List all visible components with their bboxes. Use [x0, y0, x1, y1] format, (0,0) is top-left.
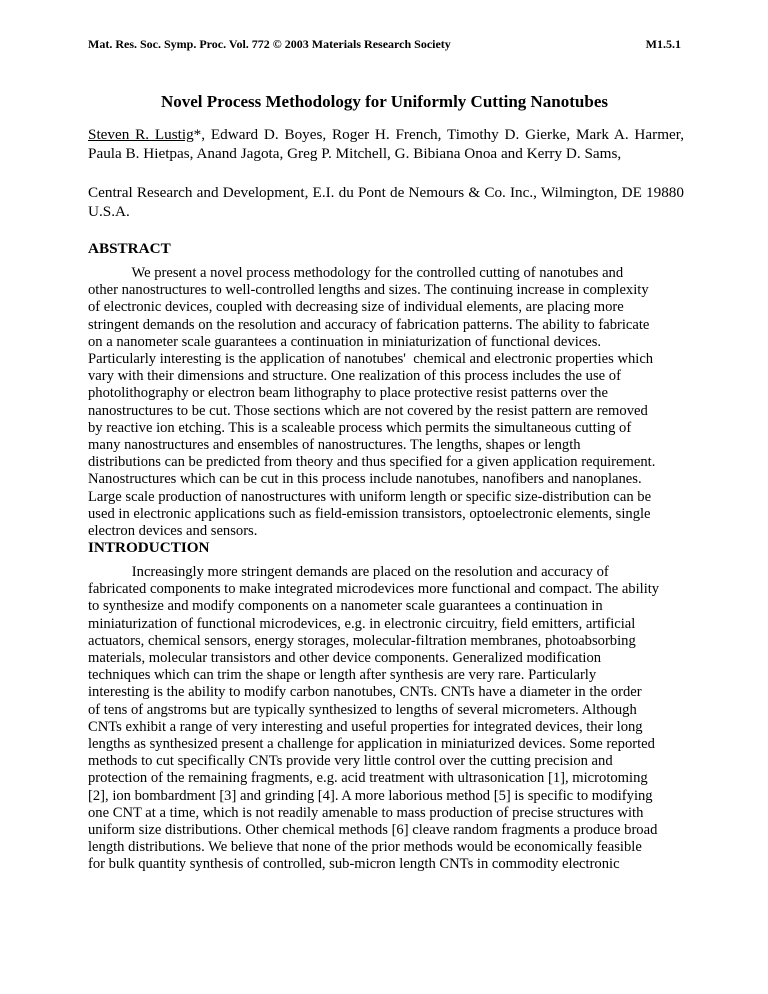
introduction-line: for bulk quantity synthesis of controlled, sub-micron length CNTs in commodity electronic	[88, 856, 620, 873]
running-header-citation: Mat. Res. Soc. Symp. Proc. Vol. 772 © 2003 Materials Research Society	[88, 37, 451, 51]
author-list	[88, 125, 684, 163]
author-line-1	[88, 125, 684, 144]
abstract-line: distributions can be predicted from theory and thus specified for a given application requirement.	[88, 454, 656, 471]
abstract-line: many nanostructures and ensembles of nanostructures. The lengths, shapes or length	[88, 437, 581, 454]
introduction-heading: INTRODUCTION	[88, 539, 210, 556]
abstract-body	[88, 265, 684, 540]
introduction-line: length distributions. We believe that none of the prior methods would be economically feasible	[88, 839, 642, 856]
paper-title: Novel Process Methodology for Uniformly Cutting Nanotubes	[160, 92, 608, 111]
introduction-line: to synthesize and modify components on a nanometer scale guarantees a continuation in	[88, 598, 603, 615]
introduction-line: Increasingly more stringent demands are placed on the resolution and accuracy of	[88, 564, 609, 580]
introduction-line: methods to cut specifically CNTs provide very little control over the cutting precision and	[88, 753, 613, 770]
abstract-line: vary with their dimensions and structure. One realization of this process includes the use of	[88, 368, 621, 385]
introduction-line: fabricated components to make integrated microdevices more functional and compact. The ability	[88, 581, 660, 598]
abstract-line: Nanostructures which can be cut in this process include nanotubes, nanofibers and nanoplanes.	[88, 471, 642, 488]
introduction-line: one CNT at a time, which is not readily amenable to mass production of precise structures with	[88, 804, 644, 821]
abstract-line: electron devices and sensors.	[88, 523, 258, 540]
abstract-line: on a nanometer scale guarantees a continuation in miniaturization of functional devices.	[88, 333, 602, 350]
abstract-line: stringent demands on the resolution and accuracy of fabrication patterns. The ability to fabricate	[88, 316, 650, 333]
abstract-line: by reactive ion etching. This is a scaleable process which permits the simultaneous cutting of	[88, 419, 632, 436]
introduction-line: uniform size distributions. Other chemical methods [6] cleave random fragments a produce broad	[88, 822, 658, 839]
author-line-1-rest: *, Edward D. Boyes, Roger H. French, Timothy D. Gierke, Mark A. Harmer,	[193, 126, 684, 143]
abstract-line: other nanostructures to well-controlled lengths and sizes. The continuing increase in complexity	[88, 282, 649, 299]
abstract-line: photolithography or electron beam lithography to place protective resist patterns over the	[88, 385, 608, 402]
introduction-line: lengths as synthesized present a challenge for application in miniaturized devices. Some reported	[88, 736, 655, 753]
running-header-paper-id: M1.5.1	[645, 37, 681, 51]
abstract-line: Large scale production of nanostructures with uniform length or specific size-distribution can be	[88, 488, 652, 505]
affiliation	[88, 183, 684, 221]
abstract-line: nanostructures to be cut. Those sections which are not covered by the resist pattern are removed	[88, 402, 648, 419]
introduction-line: protection of the remaining fragments, e.g. acid treatment with ultrasonication [1], microtoming	[88, 770, 648, 787]
abstract-line: Particularly interesting is the application of nanotubes' chemical and electronic properties which	[88, 351, 654, 368]
introduction-line: [2], ion bombardment [3] and grinding [4]. A more laborious method [5] is specific to modifying	[88, 787, 653, 804]
introduction-line: of tens of angstroms but are typically synthesized to lengths of several micrometers. Although	[88, 701, 637, 718]
lead-author: Steven R. Lustig	[88, 126, 194, 143]
introduction-line: materials, molecular transistors and other device components. Generalized modification	[88, 650, 602, 667]
abstract-line: of electronic devices, coupled with decreasing size of individual elements, are placing more	[88, 299, 624, 316]
introduction-line: techniques which can trim the shape or length after synthesis are very rare. Particularly	[88, 667, 597, 684]
affiliation-line-1: Central Research and Development, E.I. du Pont de Nemours & Co. Inc., Wilmington, DE 19880	[88, 184, 684, 201]
introduction-line: interesting is the ability to modify carbon nanotubes, CNTs. CNTs have a diameter in the order	[88, 684, 642, 701]
abstract-line: used in electronic applications such as field-emission transistors, optoelectronic elements, single	[88, 505, 651, 522]
introduction-line: CNTs exhibit a range of very interesting and useful properties for integrated devices, their long	[88, 718, 643, 735]
affiliation-line-2: U.S.A.	[88, 203, 130, 220]
author-line-2: Paula B. Hietpas, Anand Jagota, Greg P. Mitchell, G. Bibiana Onoa and Kerry D. Sams,	[88, 145, 622, 162]
abstract-heading: ABSTRACT	[88, 240, 171, 257]
abstract-line: We present a novel process methodology for the controlled cutting of nanotubes and	[88, 265, 624, 281]
introduction-line: actuators, chemical sensors, energy storages, molecular-filtration membranes, photoabsorbing	[88, 632, 636, 649]
introduction-body	[88, 564, 684, 874]
introduction-line: miniaturization of functional microdevices, e.g. in electronic circuitry, field emitters, artificial	[88, 615, 636, 632]
